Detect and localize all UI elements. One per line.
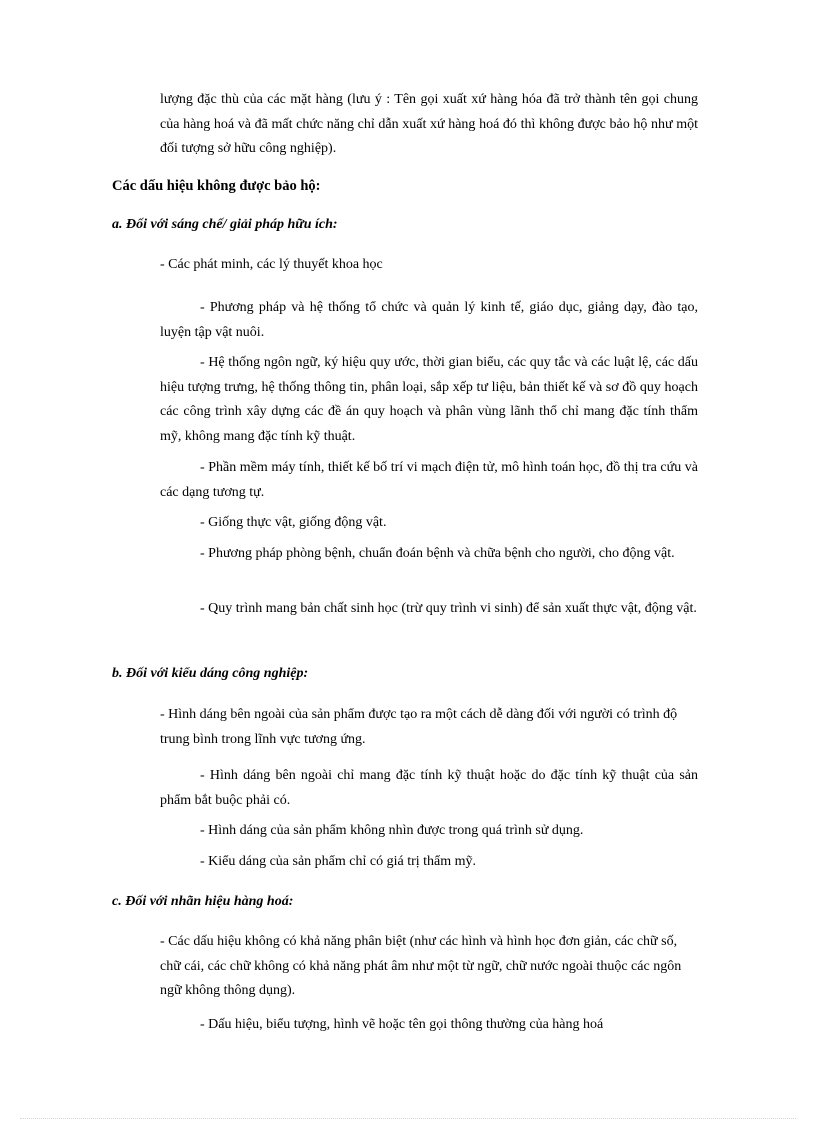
heading-not-protected: Các dấu hiệu không được bảo hộ:: [112, 178, 321, 194]
section-b-item: - Hình dáng bên ngoài của sản phẩm được tạo ra một cách dễ dàng đối với người có trình độ trung bình trong lĩnh vực tương ứng.: [160, 707, 678, 747]
section-b-title: b. Đối với kiểu dáng công nghiệp:: [112, 666, 309, 681]
section-a-item: - Phương pháp phòng bệnh, chuẩn đoán bệnh và chữa bệnh cho người, cho động vật.: [200, 546, 675, 561]
section-c-item: - Dấu hiệu, biểu tượng, hình vẽ hoặc tên gọi thông thường của hàng hoá: [200, 1017, 604, 1032]
section-a-item: - Phần mềm máy tính, thiết kế bố trí vi mạch điện tử, mô hình toán học, đồ thị tra cứu và các dạng tương tự.: [160, 460, 698, 500]
section-b-item: - Hình dáng của sản phẩm không nhìn được trong quá trình sử dụng.: [200, 823, 584, 838]
section-c-item: - Các dấu hiệu không có khả năng phân biệt (như các hình và hình học đơn giản, các chữ số, chữ cái, các chữ không có khả năng phát âm như một từ ngữ, chữ nước ngoài thuộc các ngôn ngữ không thông dụng).: [160, 934, 682, 998]
section-a-item: - Quy trình mang bản chất sinh học (trừ quy trình vi sinh) để sản xuất thực vật, động vật.: [200, 601, 697, 616]
section-c-title: c. Đối với nhãn hiệu hàng hoá:: [112, 894, 294, 909]
section-b-item: - Kiểu dáng của sản phẩm chỉ có giá trị thẩm mỹ.: [200, 854, 477, 869]
section-a-title: a. Đối với sáng chế/ giải pháp hữu ích:: [112, 217, 338, 232]
section-a-item: - Giống thực vật, giống động vật.: [200, 515, 387, 530]
section-a-item: - Phương pháp và hệ thống tổ chức và quản lý kinh tế, giáo dục, giảng dạy, đào tạo, luyện tập vật nuôi.: [160, 300, 698, 340]
section-b-item: - Hình dáng bên ngoài chỉ mang đặc tính kỹ thuật hoặc do đặc tính kỹ thuật của sản phẩm bắt buộc phải có.: [160, 768, 698, 808]
intro-paragraph: lượng đặc thù của các mặt hàng (lưu ý : Tên gọi xuất xứ hàng hóa đã trở thành tên gọi chung của hàng hoá và đã mất chức năng chỉ dẫn xuất xứ hàng hoá đó thì không được bảo hộ như một đối tượng sở hữu công nghiệp).: [160, 92, 698, 156]
page-bottom-divider: [20, 1118, 796, 1119]
section-a-item: - Các phát minh, các lý thuyết khoa học: [160, 257, 383, 272]
section-a-item: - Hệ thống ngôn ngữ, ký hiệu quy ước, thời gian biểu, các quy tắc và các luật lệ, các dấu hiệu tượng trưng, hệ thống thông tin, phân loại, sắp xếp tư liệu, bản thiết kế và sơ đồ quy hoạch các công trình xây dựng các đề án quy hoạch và phân vùng lãnh thổ chỉ mang đặc tính thẩm mỹ, không mang đặc tính kỹ thuật.: [160, 355, 698, 444]
